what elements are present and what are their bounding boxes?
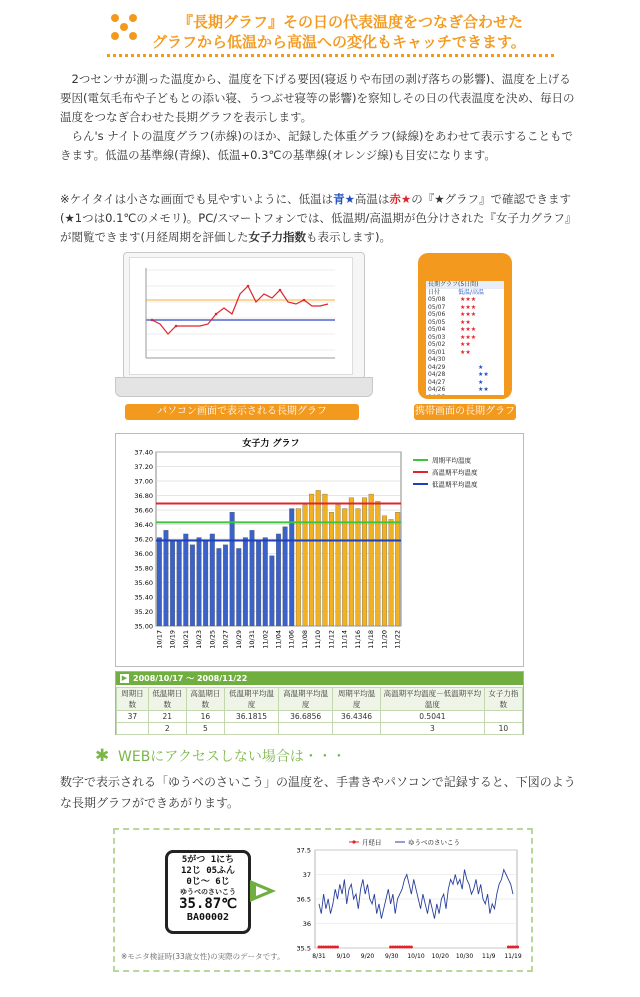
menses-marker (516, 946, 519, 949)
phone-row (426, 326, 504, 334)
phone-row (426, 311, 504, 319)
bar (230, 512, 235, 626)
bar (190, 545, 195, 626)
x-tick-label: 11/20 (380, 630, 389, 649)
summary-cell (484, 711, 522, 723)
y-tick-label: 37.20 (134, 463, 153, 471)
bar (236, 548, 241, 626)
legend-marker (352, 840, 355, 843)
bar (289, 509, 294, 626)
summary-header-cell: 周期平均温度 (333, 688, 381, 711)
summary-cell: 2 (148, 723, 186, 735)
bar (157, 538, 162, 626)
bar (250, 530, 255, 626)
low-star-label: 青★ (333, 192, 355, 206)
legend-label: 周期平均温度 (432, 456, 471, 465)
phone-row-stars: ★ (478, 363, 484, 371)
lcd-line2: 12じ 05ふん (180, 866, 236, 876)
x-tick-label: 10/30 (455, 953, 474, 960)
x-tick-label: 10/31 (248, 630, 257, 649)
x-tick-label: 11/02 (261, 630, 270, 649)
bar (323, 494, 328, 626)
summary-cell: 36.1815 (224, 711, 278, 723)
y-tick-label: 37.5 (296, 846, 311, 855)
bar (389, 519, 394, 626)
bar (243, 538, 248, 626)
phone-row-stars (460, 356, 478, 364)
phone-row-date: 04/30 (428, 356, 446, 363)
phone-row (426, 341, 504, 349)
x-tick-label: 9/20 (360, 953, 375, 960)
x-tick-label: 10/19 (168, 630, 177, 649)
bar (183, 534, 188, 626)
x-tick-label: 11/9 (482, 953, 496, 960)
bar (170, 541, 175, 626)
summary-cell (117, 723, 149, 735)
x-tick-label: 11/04 (274, 630, 283, 649)
legend-label: ゆうべのさいこう (408, 838, 460, 847)
summary-header-cell: 高温期日数 (186, 688, 224, 711)
menses-marker (336, 946, 339, 949)
mobile-note (60, 190, 580, 247)
phone-row-stars: ★★ (478, 386, 489, 393)
x-logo-icon (111, 14, 137, 40)
legend-label: 低温期平均温度 (432, 480, 478, 489)
joshiryoku-chart (116, 434, 523, 666)
phone-col-date: 日付 (428, 288, 441, 296)
bar (164, 530, 169, 626)
y-tick-label: 36.80 (134, 492, 153, 500)
x-tick-label: 10/29 (234, 630, 243, 649)
phone-row-stars: ★★ (460, 341, 471, 348)
phone-row-stars: ★★★ (460, 311, 477, 318)
phone-col-header (426, 289, 504, 297)
bar (210, 534, 215, 626)
phone-row (426, 334, 504, 342)
phone-row (426, 394, 504, 396)
phone-row (426, 379, 504, 387)
phone-row-date: 05/01 (428, 348, 446, 356)
pc-caption: パソコン画面で表示される長期グラフ (125, 404, 359, 420)
bar (382, 516, 387, 626)
x-tick-label: 11/18 (367, 630, 376, 649)
summary-panel (115, 671, 524, 735)
expand-arrow-icon[interactable]: ▶ (121, 674, 128, 682)
y-tick-label: 36.00 (134, 550, 153, 558)
mobile-note-text-4: も表示します)。 (306, 230, 391, 244)
phone-row-date: 05/08 (428, 296, 446, 303)
asterisk-icon: ✱ (95, 746, 110, 766)
high-star-label: 赤★ (389, 192, 412, 206)
summary-cell (279, 723, 333, 735)
lcd-line3: 0じ〜 6じ (186, 877, 230, 887)
bar (270, 556, 275, 626)
phone-row-date: 05/07 (428, 303, 446, 311)
noweb-text: 数字で表示される「ゆうべのさいこう」の温度を、手書きやパソコンで記録すると、下図のような長期グラフができあがります。 (60, 775, 576, 810)
phone-row-stars: ★★ (460, 318, 471, 326)
y-tick-label: 36.5 (296, 895, 311, 904)
summary-cell: 21 (148, 711, 186, 723)
bar (197, 538, 202, 626)
x-tick-label: 10/21 (181, 630, 190, 649)
phone-row-stars: ★★★ (460, 326, 477, 333)
summary-header-cell: 低温期平均温度 (224, 688, 278, 711)
summary-cell: 36.4346 (333, 711, 381, 723)
phone-header: 長期グラフ(5日間) (426, 281, 504, 289)
menses-marker (410, 946, 413, 949)
bar (203, 541, 208, 626)
phone-caption: 携帯画面の長期グラフ (414, 404, 516, 420)
summary-header-cell: 高温期平均温度－低温期平均温度 (380, 688, 484, 711)
summary-header-cell: 女子力指数 (484, 688, 522, 711)
summary-date-range: 2008/10/17 〜 2008/11/22 (133, 674, 248, 683)
mobile-note-text-1: ※ケイタイは小さな画面でも見やすいように、低温は (60, 192, 334, 206)
x-tick-label: 11/08 (300, 630, 309, 649)
pc-mini-chart (130, 258, 352, 374)
thermometer-display (165, 850, 251, 934)
summary-table-row (117, 711, 523, 723)
intro-paragraph-1: 2つセンサが測った温度から、温度を下げる要因(寝返りや布団の剥げ落ちの影響)、温度を上げる要因(電気毛布や子どもとの添い寝、うつぶせ寝等の影響)を察知しその日の代表温度を決め、毎日の温度をつなぎ合わせた長期グラフを表示します。 (60, 72, 575, 124)
summary-cell: 36.6856 (279, 711, 333, 723)
summary-table-header (117, 688, 523, 711)
summary-cell: 0.5041 (380, 711, 484, 723)
x-tick-label: 10/25 (208, 630, 217, 649)
x-tick-label: 11/12 (327, 630, 336, 649)
x-tick-label: 11/10 (314, 630, 323, 649)
summary-header-cell: 周期日数 (117, 688, 149, 711)
bottom-figure (113, 828, 533, 972)
phone-row-date: 04/27 (428, 378, 446, 386)
y-tick-label: 35.60 (134, 579, 153, 587)
x-tick-label: 11/19 (504, 953, 522, 960)
bar (309, 494, 314, 626)
phone-row-date: 05/06 (428, 311, 446, 318)
bar (316, 490, 321, 626)
summary-cell: 3 (380, 723, 484, 735)
summary-cell (224, 723, 278, 735)
bar (349, 498, 354, 626)
x-tick-label: 11/16 (353, 630, 362, 649)
phone-rows (426, 296, 504, 395)
y-tick-label: 35.20 (134, 608, 153, 616)
page-title-line1: 『長期グラフ』その日の代表温度をつなぎ合わせた (178, 13, 524, 31)
phone-col-temp: 低温/高温 (458, 288, 485, 296)
phone-screen (426, 281, 504, 395)
summary-table (116, 687, 523, 735)
phone-row (426, 296, 504, 304)
phone-row-stars: ★★★ (460, 303, 477, 311)
phone-row-date: 05/02 (428, 341, 446, 348)
x-tick-label: 11/22 (393, 630, 402, 649)
y-tick-label: 36 (302, 920, 311, 928)
joshiryoku-chart-frame (115, 433, 524, 667)
bar (217, 548, 222, 626)
x-tick-label: 10/10 (407, 953, 425, 960)
summary-header-bar (116, 672, 523, 685)
y-tick-label: 36.20 (134, 535, 153, 544)
pc-keyboard (115, 377, 373, 397)
bar (329, 512, 334, 626)
bar (296, 509, 301, 626)
x-tick-label: 10/20 (431, 953, 449, 960)
y-tick-label: 35.00 (134, 622, 153, 631)
x-tick-label: 9/10 (336, 953, 350, 960)
summary-cell: 37 (117, 711, 149, 723)
bar (223, 545, 228, 626)
pc-monitor (123, 252, 365, 379)
bar (369, 494, 374, 626)
phone-row-date: 05/05 (428, 318, 446, 326)
y-tick-label: 35.5 (296, 944, 311, 953)
phone-row-stars (460, 394, 489, 396)
pc-screen (129, 257, 353, 375)
footnote: ※モニタ検証時(33歳女性)の実際のデータです。 (121, 952, 285, 961)
y-tick-label: 36.40 (134, 521, 153, 529)
bar (283, 527, 288, 626)
mobile-note-text-3: の『★グラフ』で確認できます(★1つは0.1℃のメモリ)。PC/スマートフォンでは、低温期/高温期が色分けされた『女子力グラフ』が閲覧できます(月経周期を評価した (60, 192, 577, 244)
phone-row-stars: ★★★ (460, 333, 477, 341)
x-tick-label: 11/06 (287, 630, 296, 649)
lcd-line1: 5がつ 1にち (181, 855, 235, 865)
phone-row (426, 371, 504, 379)
legend-label: 月経日 (362, 838, 382, 847)
lcd-line4: ゆうべのさいこう (180, 888, 236, 896)
x-tick-label: 9/30 (385, 953, 399, 960)
joshiryoku-index-label: 女子力指数 (248, 230, 306, 244)
phone-row-date (426, 394, 460, 396)
summary-header-cell: 低温期日数 (148, 688, 186, 711)
phone-row-date: 04/26 (428, 386, 446, 393)
arrow-right-icon (248, 878, 278, 904)
phone-row (426, 319, 504, 327)
x-tick-label: 11/14 (340, 630, 349, 649)
mobile-note-text-2: 高温は (354, 192, 390, 206)
x-tick-label: 10/17 (155, 630, 164, 649)
phone-row (426, 356, 504, 364)
y-tick-label: 37.40 (134, 448, 153, 457)
x-tick-label: 8/31 (312, 953, 326, 960)
bar (376, 501, 381, 626)
noweb-heading: WEBにアクセスしない場合は・・・ (118, 749, 346, 765)
bar (276, 534, 281, 626)
bar (342, 509, 347, 626)
phone-row-stars: ★★ (478, 371, 489, 378)
x-tick-label: 10/27 (221, 630, 230, 649)
page-title-line2: グラフから低温から高温への変化もキャッチできます。 (152, 33, 526, 51)
phone-row-stars: ★ (478, 378, 484, 386)
summary-table-row (117, 723, 523, 735)
phone-row-stars: ★★ (460, 348, 471, 356)
phone-row-date: 05/04 (428, 326, 446, 333)
intro-text (60, 70, 580, 165)
bar (362, 498, 367, 626)
summary-cell (333, 723, 381, 735)
y-tick-label: 37 (302, 871, 311, 879)
intro-paragraph-2: らん's ナイトの温度グラフ(赤線)のほか、記録した体重グラフ(緑線)をあわせて表示することもできます。低温の基準線(青線)、低温+0.3℃の基準線(オレンジ線)も目安になります。 (60, 129, 573, 162)
x-tick-label: 10/23 (195, 630, 204, 649)
y-tick-label: 35.80 (134, 564, 153, 573)
bar (256, 541, 261, 626)
y-tick-label: 37.00 (134, 477, 153, 486)
phone-row (426, 386, 504, 394)
bar (177, 541, 182, 626)
phone-row (426, 364, 504, 372)
phone-row-date: 04/29 (428, 363, 446, 371)
chart-title: 女子力 グラフ (242, 439, 300, 449)
summary-cell: 5 (186, 723, 224, 735)
phone (418, 253, 512, 399)
lcd-temperature: 35.87℃ (179, 896, 237, 912)
phone-row (426, 349, 504, 357)
bar (263, 538, 268, 626)
phone-row-date: 05/03 (428, 333, 446, 341)
lcd-id: BA00002 (186, 912, 230, 923)
handwritten-long-term-chart (285, 836, 525, 966)
phone-row-stars: ★★★ (460, 296, 477, 303)
bar (395, 512, 400, 626)
y-tick-label: 35.40 (134, 593, 153, 602)
summary-header-cell: 高温期平均温度 (279, 688, 333, 711)
summary-cell: 16 (186, 711, 224, 723)
bar (356, 509, 361, 626)
phone-row-date: 04/28 (428, 371, 446, 378)
phone-row (426, 304, 504, 312)
summary-cell: 10 (484, 723, 522, 735)
y-tick-label: 36.60 (134, 506, 153, 515)
title-underline (107, 54, 554, 57)
legend-label: 高温期平均温度 (432, 468, 478, 477)
